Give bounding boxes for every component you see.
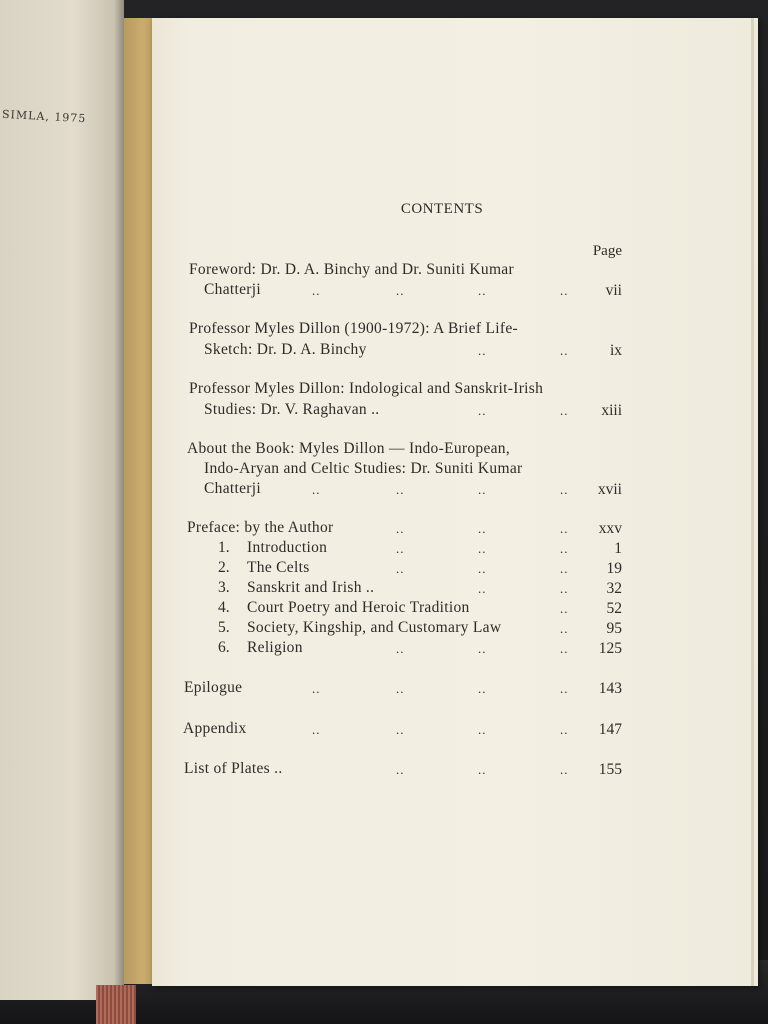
leader-dots: .. xyxy=(560,581,569,596)
leader-dots: .. xyxy=(478,521,487,536)
toc-page-number: 1 xyxy=(614,540,622,557)
chapter-number: 4. xyxy=(218,599,230,616)
left-page-header: SIMLA, 1975 xyxy=(1,107,87,126)
leader-dots: .. xyxy=(396,482,405,497)
leader-dots: .. xyxy=(560,722,569,737)
toc-entry-line: Preface: by the Author xyxy=(187,519,334,536)
leader-dots: .. xyxy=(478,541,487,556)
toc-page-number: 125 xyxy=(598,640,622,657)
leader-dots: .. xyxy=(396,641,405,656)
chapter-title: Religion xyxy=(247,639,303,656)
toc-page-number: 143 xyxy=(598,680,622,697)
leader-dots: .. xyxy=(560,601,569,616)
leader-dots: .. xyxy=(478,581,487,596)
leader-dots: .. xyxy=(478,482,487,497)
leader-dots: .. xyxy=(312,482,321,497)
toc-page-number: 32 xyxy=(606,580,622,597)
leader-dots: .. xyxy=(478,403,487,418)
right-page xyxy=(152,18,758,986)
toc-page-number: xvii xyxy=(597,481,622,498)
chapter-title: Introduction xyxy=(247,539,328,556)
chapter-number: 6. xyxy=(218,639,230,656)
chapter-title: The Celts xyxy=(247,559,310,576)
toc-entry-line: Appendix xyxy=(183,720,247,737)
leader-dots: .. xyxy=(478,681,487,696)
toc-entry-line: Sketch: Dr. D. A. Binchy xyxy=(204,341,367,358)
leader-dots: .. xyxy=(560,403,569,418)
toc-entry-line: Studies: Dr. V. Raghavan .. xyxy=(204,401,380,418)
leader-dots: .. xyxy=(396,521,405,536)
leader-dots: .. xyxy=(560,561,569,576)
leader-dots: .. xyxy=(396,722,405,737)
leader-dots: .. xyxy=(478,641,487,656)
chapter-title: Sanskrit and Irish .. xyxy=(247,579,375,596)
toc-entry-line: Professor Myles Dillon: Indological and Sanskrit-Irish xyxy=(189,380,544,397)
book-spine xyxy=(96,985,136,1024)
leader-dots: .. xyxy=(560,283,569,298)
toc-entry-line: Professor Myles Dillon (1900-1972): A Brief Life- xyxy=(189,320,518,337)
table-of-contents xyxy=(152,18,758,986)
page-column-label: Page xyxy=(592,243,622,259)
chapter-title: Society, Kingship, and Customary Law xyxy=(247,619,502,636)
leader-dots: .. xyxy=(560,343,569,358)
leader-dots: .. xyxy=(396,541,405,556)
chapter-number: 5. xyxy=(218,619,230,636)
toc-entry-line: Indo-Aryan and Celtic Studies: Dr. Suniti Kumar xyxy=(204,460,523,477)
left-page xyxy=(0,0,124,1000)
toc-page-number: 19 xyxy=(606,560,622,577)
leader-dots: .. xyxy=(312,681,321,696)
leader-dots: .. xyxy=(560,621,569,636)
leader-dots: .. xyxy=(312,283,321,298)
toc-page-number: 52 xyxy=(606,600,622,617)
toc-page-number: xiii xyxy=(601,402,622,419)
leader-dots: .. xyxy=(396,762,405,777)
chapter-number: 1. xyxy=(218,539,230,556)
toc-entry-line: About the Book: Myles Dillon — Indo-European, xyxy=(187,440,511,457)
leader-dots: .. xyxy=(478,283,487,298)
leader-dots: .. xyxy=(396,283,405,298)
toc-page-number: xxv xyxy=(598,520,622,537)
leader-dots: .. xyxy=(560,641,569,656)
toc-page-number: ix xyxy=(609,342,622,359)
toc-entry-line: List of Plates .. xyxy=(184,760,283,777)
toc-page-number: 147 xyxy=(598,721,622,738)
contents-heading: CONTENTS xyxy=(400,201,484,217)
toc-page-number: vii xyxy=(605,282,622,299)
leader-dots: .. xyxy=(478,762,487,777)
leader-dots: .. xyxy=(560,541,569,556)
toc-page-number: 95 xyxy=(606,620,622,637)
leader-dots: .. xyxy=(560,482,569,497)
leader-dots: .. xyxy=(478,343,487,358)
chapter-title: Court Poetry and Heroic Tradition xyxy=(247,599,470,616)
leader-dots: .. xyxy=(396,561,405,576)
leader-dots: .. xyxy=(312,722,321,737)
leader-dots: .. xyxy=(560,681,569,696)
toc-entry-line: Chatterji xyxy=(204,281,261,298)
leader-dots: .. xyxy=(478,722,487,737)
toc-entry-line: Epilogue xyxy=(184,679,243,696)
leader-dots: .. xyxy=(560,762,569,777)
leader-dots: .. xyxy=(478,561,487,576)
leader-dots: .. xyxy=(560,521,569,536)
toc-page-number: 155 xyxy=(598,761,622,778)
leader-dots: .. xyxy=(396,681,405,696)
chapter-number: 3. xyxy=(218,579,230,596)
chapter-number: 2. xyxy=(218,559,230,576)
toc-entry-line: Foreword: Dr. D. A. Binchy and Dr. Suniti Kumar xyxy=(189,261,514,278)
toc-entry-line: Chatterji xyxy=(204,480,261,497)
